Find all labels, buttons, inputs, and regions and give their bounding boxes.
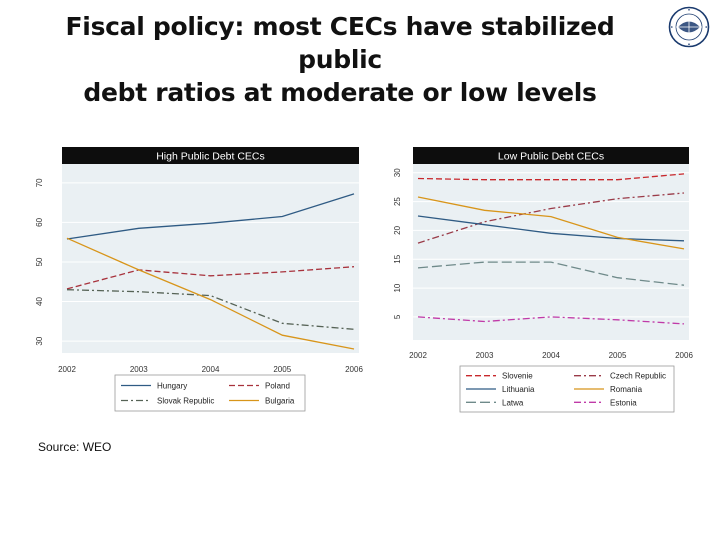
x-tick-label: 2004 — [542, 351, 560, 360]
legend-label: Latwa — [502, 398, 524, 408]
y-tick-label: 40 — [35, 297, 44, 307]
legend-label: Hungary — [157, 381, 188, 391]
legend-label: Bulgaria — [265, 396, 295, 406]
chart-title: High Public Debt CECs — [156, 150, 265, 163]
legend-label: Estonia — [610, 398, 637, 408]
x-tick-label: 2006 — [345, 365, 363, 374]
y-tick-label: 20 — [393, 225, 402, 235]
y-tick-label: 50 — [35, 257, 44, 267]
x-tick-label: 2003 — [129, 365, 148, 374]
x-tick-label: 2005 — [608, 351, 627, 360]
y-tick-label: 60 — [35, 217, 44, 227]
y-tick-label: 15 — [393, 254, 402, 264]
y-tick-label: 10 — [393, 283, 402, 293]
title-line-2: debt ratios at moderate or low levels — [83, 78, 597, 107]
y-tick-label: 5 — [393, 314, 402, 320]
x-tick-label: 2006 — [675, 351, 693, 360]
title-line-1: Fiscal policy: most CECs have stabilized public — [65, 12, 615, 74]
x-tick-label: 2003 — [475, 351, 494, 360]
chart-1 — [35, 147, 363, 411]
source-note: Source: WEO — [38, 440, 112, 454]
legend-label: Romania — [610, 385, 643, 394]
x-tick-label: 2004 — [201, 365, 220, 374]
legend-label: Czech Republic — [610, 371, 667, 381]
chart-title: Low Public Debt CECs — [497, 150, 605, 163]
legend-label: Lithuania — [502, 385, 535, 394]
legend-label: Poland — [265, 381, 290, 391]
chart-2 — [393, 147, 693, 412]
legend — [460, 366, 674, 412]
legend-box — [115, 375, 305, 411]
legend-label: Slovenie — [502, 371, 533, 381]
y-tick-label: 70 — [35, 178, 44, 188]
x-tick-label: 2002 — [409, 351, 427, 360]
legend-label: Slovak Republic — [157, 396, 215, 406]
x-tick-label: 2002 — [58, 365, 76, 374]
plot-area — [62, 147, 359, 353]
legend — [115, 375, 305, 411]
y-tick-label: 25 — [393, 197, 402, 207]
x-tick-label: 2005 — [273, 365, 292, 374]
plot-area — [413, 147, 689, 340]
y-tick-label: 30 — [35, 336, 44, 346]
y-tick-label: 30 — [393, 168, 402, 178]
